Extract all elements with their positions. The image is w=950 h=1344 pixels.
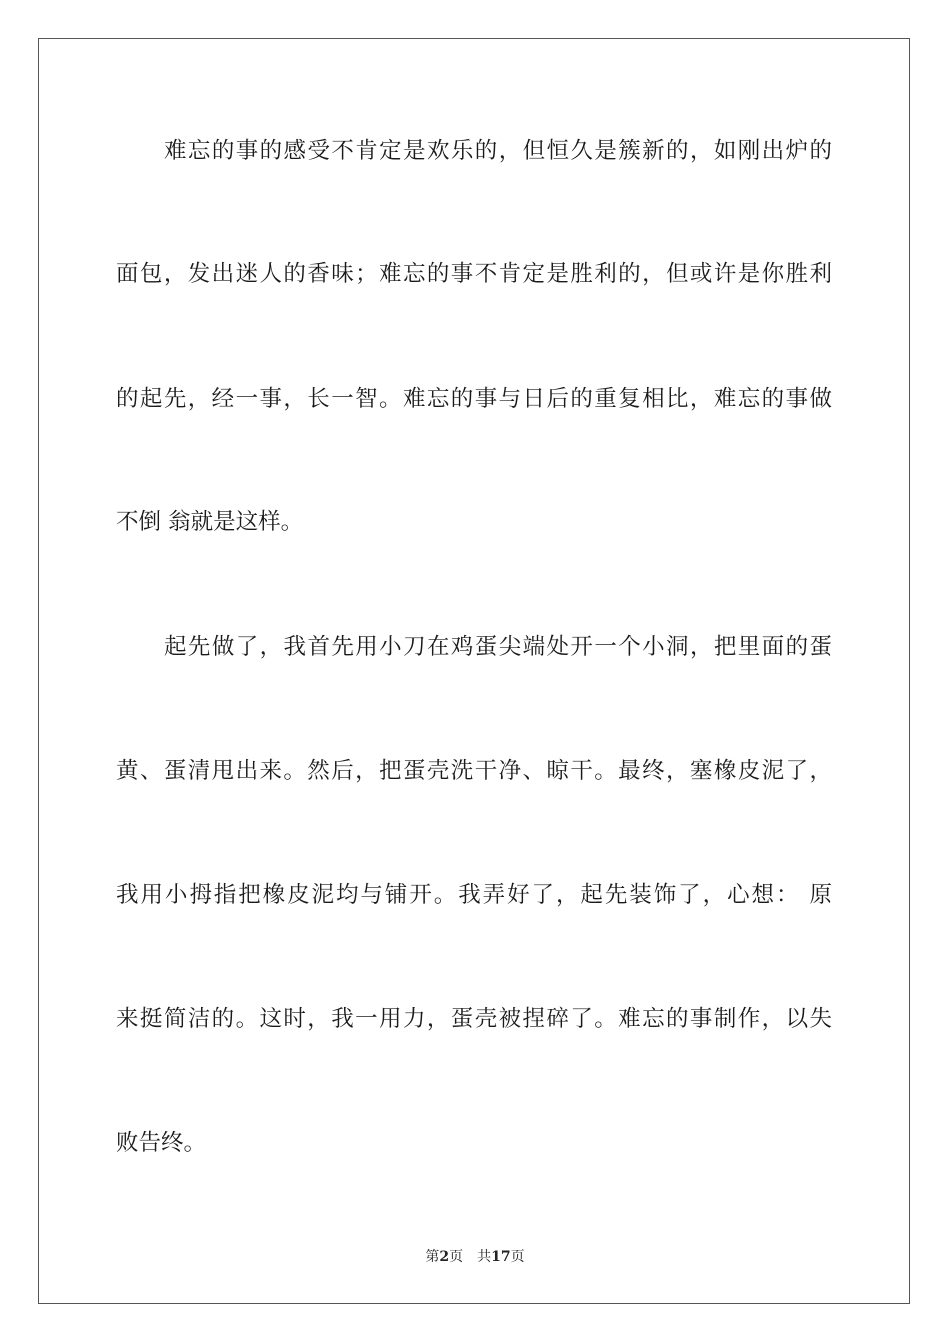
paragraph-2-line-4: 来挺简洁的。这时，我一用力，蛋壳被捏碎了。难忘的事制作，以失 (116, 1006, 832, 1032)
footer-page-prefix: 第 (425, 1249, 440, 1265)
paragraph-2-line-1: 起先做了，我首先用小刀在鸡蛋尖端处开一个小洞，把里面的蛋 (164, 634, 832, 660)
footer-page-suffix: 页 (449, 1249, 464, 1265)
paragraph-1-line-2: 面包，发出迷人的香味；难忘的事不肯定是胜利的，但或许是你胜利 (116, 261, 832, 287)
footer-total-suffix: 页 (510, 1249, 525, 1265)
page-border (38, 38, 910, 1304)
paragraph-1-line-4: 不倒 翁就是这样。 (116, 509, 304, 535)
footer-total-prefix: 共 (477, 1249, 492, 1265)
footer-page-number: 2 (439, 1249, 450, 1265)
paragraph-1-line-3: 的起先，经一事，长一智。难忘的事与日后的重复相比，难忘的事做 (116, 386, 832, 412)
footer-total-number: 17 (491, 1249, 511, 1265)
paragraph-2-line-3: 我用小拇指把橡皮泥均与铺开。我弄好了，起先装饰了，心想： 原 (116, 882, 832, 908)
paragraph-2-line-5: 败告终。 (116, 1130, 207, 1156)
paragraph-1-line-1: 难忘的事的感受不肯定是欢乐的，但恒久是簇新的，如刚出炉的 (164, 138, 832, 164)
paragraph-2-line-2: 黄、蛋清甩出来。然后，把蛋壳洗干净、晾干。最终，塞橡皮泥了， (116, 758, 832, 784)
page-footer (0, 1248, 950, 1266)
